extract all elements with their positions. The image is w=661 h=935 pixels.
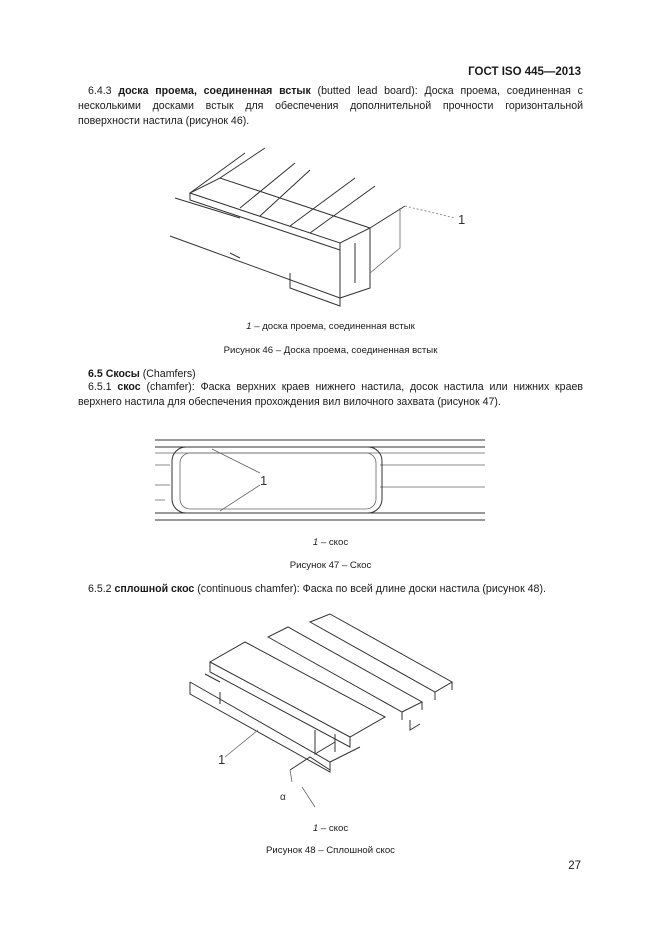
figure-47-legend — [0, 536, 661, 550]
paragraph-6-4-3 — [78, 84, 583, 129]
page-number: 27 — [568, 860, 581, 872]
term: сплошной скос — [114, 583, 195, 595]
figure-46-legend — [0, 320, 661, 334]
angle-label: α — [280, 792, 286, 803]
document-header: ГОСТ ISO 445—2013 — [468, 66, 581, 78]
definition: Фаска по всей длине доски настила (рисунок 48). — [302, 583, 546, 595]
callout-1: 1 — [260, 473, 268, 488]
paragraph-6-5-1 — [78, 380, 583, 410]
term: доска проема, соединенная встык — [118, 85, 311, 97]
section-title: Скосы — [105, 368, 140, 380]
clause-number: 6.5.1 — [88, 381, 112, 393]
figure-48-legend — [0, 822, 661, 836]
definition: Доска проема, соединенная с несколькими досками встык для обеспечения дополнительной прочности горизонтальной поверхности настила (рисунок 46). — [78, 85, 583, 128]
term: скос — [117, 381, 141, 393]
callout-1: 1 — [458, 212, 466, 227]
legend-text: – скос — [320, 537, 349, 548]
callout-1: 1 — [218, 752, 226, 767]
figure-47-caption: Рисунок 47 – Скос — [289, 560, 372, 571]
clause-number: 6.4.3 — [88, 85, 112, 97]
figure-48-caption: Рисунок 48 – Сплошной скос — [266, 845, 395, 856]
term-english: (chamfer): — [146, 381, 195, 393]
figure-46-drawing — [160, 148, 480, 308]
legend-number: 1 — [246, 321, 252, 332]
clause-number: 6.5.2 — [88, 583, 112, 595]
definition: Фаска верхних краев нижнего настила, досок настила или нижних краев верхнего настила для обеспечения прохождения вил вилочного захвата (рисунок 47). — [78, 381, 583, 409]
figure-47-drawing — [150, 435, 490, 530]
section-number: 6.5 — [88, 368, 103, 380]
section-title-english: (Chamfers) — [142, 368, 196, 380]
figure-46-caption: Рисунок 46 – Доска проема, соединенная встык — [223, 345, 438, 356]
legend-text: – скос — [320, 823, 349, 834]
term-english: (butted lead board): — [317, 85, 418, 97]
legend-text: – доска проема, соединенная встык — [254, 321, 415, 332]
paragraph-6-5-2 — [78, 582, 583, 597]
figure-48-drawing — [180, 612, 470, 817]
legend-number: 1 — [312, 537, 319, 548]
term-english: (continuous chamfer): — [197, 583, 300, 595]
legend-number: 1 — [312, 823, 319, 834]
